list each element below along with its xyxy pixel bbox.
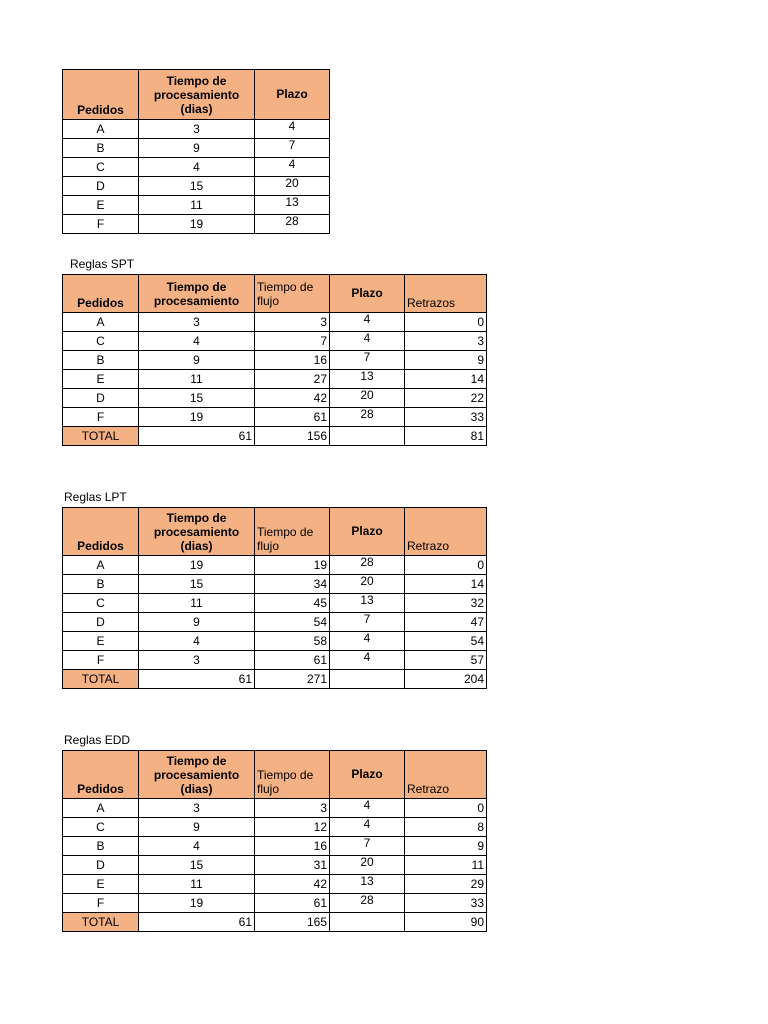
table-cell: 28 — [330, 556, 405, 575]
table-cell: 11 — [405, 856, 487, 875]
table-row — [63, 370, 487, 389]
table-cell: 16 — [255, 351, 330, 370]
table-row — [63, 613, 487, 632]
edd-caption: Reglas EDD — [64, 733, 131, 747]
table-cell: 9 — [139, 818, 255, 837]
table-cell: 9 — [405, 837, 487, 856]
table-row — [63, 837, 487, 856]
table-row — [63, 856, 487, 875]
table-cell: 9 — [139, 139, 255, 158]
table-cell: F — [63, 651, 139, 670]
spt-table — [62, 274, 487, 446]
lpt-header-pedidos: Pedidos — [63, 508, 139, 556]
table-cell: 4 — [330, 651, 405, 670]
table-cell: A — [63, 120, 139, 139]
table-cell: 13 — [330, 370, 405, 389]
table-row — [63, 215, 330, 234]
table-cell: 4 — [139, 332, 255, 351]
table-cell: 20 — [255, 177, 330, 196]
spt-header-retrazos: Retrazos — [405, 275, 487, 313]
table-cell: D — [63, 389, 139, 408]
table-cell: 3 — [255, 313, 330, 332]
table-cell: 19 — [139, 556, 255, 575]
table-row — [63, 313, 487, 332]
spt-caption: Reglas SPT — [70, 257, 135, 271]
table-cell: 9 — [139, 351, 255, 370]
table-cell: 3 — [139, 799, 255, 818]
total-label: TOTAL — [63, 670, 139, 689]
table-cell: 3 — [255, 799, 330, 818]
total-cell: 61 — [139, 913, 255, 932]
edd-header-plazo: Plazo — [330, 751, 405, 799]
total-cell: 81 — [405, 427, 487, 446]
table-row — [63, 556, 487, 575]
table-cell: 32 — [405, 594, 487, 613]
table-row — [63, 120, 330, 139]
table-cell: 7 — [330, 613, 405, 632]
table-cell: A — [63, 313, 139, 332]
table-cell: 58 — [255, 632, 330, 651]
table-cell: E — [63, 875, 139, 894]
total-label: TOTAL — [63, 427, 139, 446]
spt-table-body — [63, 313, 487, 446]
table-cell: 47 — [405, 613, 487, 632]
table-row — [63, 408, 487, 427]
table-cell: 11 — [139, 196, 255, 215]
header-plazo: Plazo — [255, 70, 330, 120]
table-cell: 42 — [255, 875, 330, 894]
table-cell: 14 — [405, 575, 487, 594]
table-cell: 20 — [330, 389, 405, 408]
table-cell: 15 — [139, 389, 255, 408]
table-cell: 11 — [139, 370, 255, 389]
table-cell: B — [63, 575, 139, 594]
table-cell: 61 — [255, 408, 330, 427]
table-row — [63, 177, 330, 196]
lpt-header-tiempo-procesamiento: Tiempo de procesamiento (dias) — [139, 508, 255, 556]
table-cell: 19 — [139, 408, 255, 427]
table-cell: 9 — [405, 351, 487, 370]
lpt-header-plazo: Plazo — [330, 508, 405, 556]
table-row — [63, 389, 487, 408]
table-row — [63, 158, 330, 177]
total-cell: 61 — [139, 427, 255, 446]
table-cell: 0 — [405, 799, 487, 818]
table-cell: 0 — [405, 556, 487, 575]
table-cell: 20 — [330, 575, 405, 594]
table-cell: 4 — [330, 313, 405, 332]
table-cell: F — [63, 215, 139, 234]
total-cell — [330, 913, 405, 932]
table-cell: 3 — [139, 120, 255, 139]
table-cell: 8 — [405, 818, 487, 837]
table-cell: 4 — [139, 158, 255, 177]
table-cell: 28 — [330, 894, 405, 913]
edd-table-body — [63, 799, 487, 932]
table-row — [63, 332, 487, 351]
table-cell: 4 — [139, 632, 255, 651]
table-cell: E — [63, 370, 139, 389]
total-cell — [330, 427, 405, 446]
table-cell: 33 — [405, 408, 487, 427]
table-cell: 14 — [405, 370, 487, 389]
table-cell: C — [63, 594, 139, 613]
table-cell: 45 — [255, 594, 330, 613]
table-row — [63, 894, 487, 913]
spt-header-tiempo-flujo: Tiempo de flujo — [255, 275, 330, 313]
table-cell: 15 — [139, 856, 255, 875]
table-cell: 4 — [255, 120, 330, 139]
table-cell: B — [63, 351, 139, 370]
table-cell: 28 — [330, 408, 405, 427]
lpt-table — [62, 507, 487, 689]
total-cell: 156 — [255, 427, 330, 446]
table-row — [63, 799, 487, 818]
total-cell — [330, 670, 405, 689]
table-cell: 0 — [405, 313, 487, 332]
total-cell: 61 — [139, 670, 255, 689]
table-cell: 57 — [405, 651, 487, 670]
table-cell: 61 — [255, 894, 330, 913]
table-cell: 4 — [330, 332, 405, 351]
table-row — [63, 651, 487, 670]
table-cell: 4 — [139, 837, 255, 856]
table-cell: D — [63, 613, 139, 632]
table-row — [63, 575, 487, 594]
table-cell: 54 — [405, 632, 487, 651]
table-cell: 4 — [255, 158, 330, 177]
table-cell: 19 — [139, 215, 255, 234]
table-row — [63, 632, 487, 651]
total-row — [63, 670, 487, 689]
lpt-table-body — [63, 556, 487, 689]
table-cell: 42 — [255, 389, 330, 408]
table-cell: 11 — [139, 594, 255, 613]
edd-header-retrazo: Retrazo — [405, 751, 487, 799]
edd-header-pedidos: Pedidos — [63, 751, 139, 799]
total-cell: 165 — [255, 913, 330, 932]
table-cell: B — [63, 837, 139, 856]
total-row — [63, 427, 487, 446]
table-cell: 12 — [255, 818, 330, 837]
table-row — [63, 875, 487, 894]
table-cell: 13 — [255, 196, 330, 215]
table-cell: E — [63, 196, 139, 215]
table-cell: 29 — [405, 875, 487, 894]
table-cell: 54 — [255, 613, 330, 632]
table-cell: 3 — [405, 332, 487, 351]
spt-header-pedidos: Pedidos — [63, 275, 139, 313]
table-cell: 33 — [405, 894, 487, 913]
total-cell: 90 — [405, 913, 487, 932]
table-cell: F — [63, 408, 139, 427]
table-cell: 28 — [255, 215, 330, 234]
table-cell: 15 — [139, 575, 255, 594]
table-cell: 9 — [139, 613, 255, 632]
table-cell: 4 — [330, 799, 405, 818]
table-cell: C — [63, 818, 139, 837]
spt-header-tiempo-procesamiento: Tiempo de procesamiento — [139, 275, 255, 313]
table-cell: 27 — [255, 370, 330, 389]
table-cell: D — [63, 856, 139, 875]
spt-header-plazo: Plazo — [330, 275, 405, 313]
table-cell: 20 — [330, 856, 405, 875]
table-cell: 31 — [255, 856, 330, 875]
table-cell: 16 — [255, 837, 330, 856]
table-cell: 22 — [405, 389, 487, 408]
table-cell: 7 — [330, 351, 405, 370]
table-cell: 61 — [255, 651, 330, 670]
table-row — [63, 196, 330, 215]
header-tiempo-procesamiento: Tiempo de procesamiento (dias) — [139, 70, 255, 120]
lpt-header-retrazo: Retrazo — [405, 508, 487, 556]
table-cell: 3 — [139, 651, 255, 670]
total-label: TOTAL — [63, 913, 139, 932]
table-cell: 4 — [330, 818, 405, 837]
table-cell: 11 — [139, 875, 255, 894]
edd-table — [62, 750, 487, 932]
total-cell: 204 — [405, 670, 487, 689]
total-row — [63, 913, 487, 932]
table-cell: C — [63, 158, 139, 177]
table-cell: E — [63, 632, 139, 651]
lpt-caption: Reglas LPT — [64, 490, 127, 504]
table-cell: A — [63, 556, 139, 575]
table-cell: A — [63, 799, 139, 818]
table-cell: 7 — [255, 139, 330, 158]
table-cell: 3 — [139, 313, 255, 332]
lpt-header-tiempo-flujo: Tiempo de flujo — [255, 508, 330, 556]
total-cell: 271 — [255, 670, 330, 689]
table-cell: 34 — [255, 575, 330, 594]
table-cell: D — [63, 177, 139, 196]
table-cell: C — [63, 332, 139, 351]
table-cell: 13 — [330, 594, 405, 613]
table-cell: 4 — [330, 632, 405, 651]
table-cell: 19 — [139, 894, 255, 913]
table-row — [63, 818, 487, 837]
orders-table — [62, 69, 330, 234]
table-cell: 7 — [255, 332, 330, 351]
edd-header-tiempo-procesamiento: Tiempo de procesamiento (dias) — [139, 751, 255, 799]
table-row — [63, 594, 487, 613]
table-cell: B — [63, 139, 139, 158]
orders-table-body — [63, 120, 330, 234]
table-cell: 19 — [255, 556, 330, 575]
table-cell: F — [63, 894, 139, 913]
table-row — [63, 351, 487, 370]
table-cell: 15 — [139, 177, 255, 196]
table-row — [63, 139, 330, 158]
edd-header-tiempo-flujo: Tiempo de flujo — [255, 751, 330, 799]
table-cell: 13 — [330, 875, 405, 894]
table-cell: 7 — [330, 837, 405, 856]
header-pedidos: Pedidos — [63, 70, 139, 120]
